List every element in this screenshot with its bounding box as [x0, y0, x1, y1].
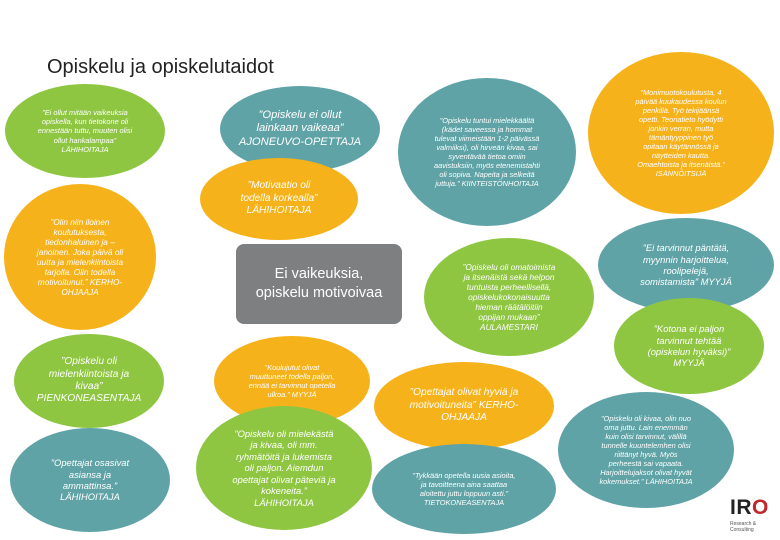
quote-bubble-lahihoitaja-tietokone: [5, 84, 165, 178]
quote-text: ”Opiskelu oli omatoimista ja itsenäistä sekä helpon tuntuista perheellisellä, opiskelukokonaisuutta hieman räätälöitiin oppijan mukaan” AULAMESTARI: [462, 261, 556, 333]
quote-text: ”Motivaatio oli todella korkealla” LÄHIHOITAJA: [240, 180, 318, 217]
summary-box: [236, 244, 402, 324]
quote-text: ”Opiskelu oli kivaa, olin nuo oma juttu. Lain enemmän kuin olisi tarvinnut, välillä tunnelle kuuntelemhen olisi riittänyt hyvä. Myös perheestä sai vapaata. Harjoittelujaksot olivat hyvät kokemukset.” LÄHIHOITAJA: [599, 413, 693, 487]
quote-text: ”Kotona ei paljon tarvinnut tehtää (opiskelun hyväksi)” MYYJÄ: [647, 323, 731, 369]
quote-text: ”Opiskelu ei ollut lainkaan vaikeaa” AJONEUVO-OPETTAJA: [238, 108, 362, 148]
quote-bubble-aulamestari: [424, 238, 594, 356]
quote-bubble-tietokoneasentaja: [372, 444, 556, 534]
quote-text: ”Olin niin iloinen koulutuksesta, tiedonhaluinen ja – janoinen. Joka päivä oli uutta ja mielenkiintoista tarjolla. Olin todella motivoitunut.” KERHO- OHJAAJA: [36, 216, 124, 298]
quote-bubble-lahihoitaja-mielekasta: [196, 406, 372, 530]
quote-text: ”Ei tarvinnut päntätä, myynnin harjoittelua, roolipelejä, somistamista” MYYJÄ: [640, 242, 732, 288]
quote-bubble-kerho-ohjaaja-iloinen: [4, 184, 156, 330]
quote-text: ”Opiskelu tuntui mielekkäältä (kädet saveessa ja hommat tulevat viimeistään 1-2 päivässä valmiiksi), oli hirveän kivaa, sai syventävää tietoa omiin aavistuksiin, myös etenemistahti oli sopiva. Napeita ja selkeitä juttuja.” KIINTEISTÖNHOITAJA: [434, 115, 540, 189]
quote-bubble-lahihoitaja-kivaa: [558, 392, 734, 508]
quote-text: ”Opettajat osasivat asiansa ja ammattinsa.” LÄHIHOITAJA: [50, 457, 130, 503]
quote-bubble-myyja-kotona: [614, 298, 764, 394]
quote-bubble-kerho-ohjaaja-opettajat: [374, 362, 554, 450]
quote-bubble-pienkoneasentaja: [14, 334, 164, 428]
quote-text: ”Tykkään opetella uusia asioita, ja tavoitteena aina saattaa aloitettu juttu loppuun asti.” TIETOKONEASENTAJA: [412, 470, 516, 508]
quote-text: ”Monimuotokoulutusta, 4 päivää kuukaudessa koulun penkillä. Työ tekijäänsä opetti. Teoriatieto hyödytti jonkin verran, mutta tämäntyyppinen työ opitaan käytännössä ja näytteiden kautta. Omaehtoista ja itsenäistä.” ISÄNNÖITSIJÄ: [635, 87, 727, 179]
quote-text: ”Ei ollut mitään vaikeuksia opiskella, kun tietokone oli ennestään tuttu, muuten olisi ollut hankalampaa” LÄHIHOITAJA: [37, 108, 133, 154]
quote-bubble-kiinteistonhoitaja: [398, 78, 576, 226]
quote-bubble-lahihoitaja-opettajat: [10, 428, 170, 532]
page-title: Opiskelu ja opiskelutaidot: [47, 56, 274, 78]
quote-text: ”Koulujutut olivat muuttuneet todella paljon, ennää ei tarvinnut opetella ulkoa.” MYYJÄ: [248, 362, 336, 400]
summary-text: Ei vaikeuksia, opiskelu motivoivaa: [255, 266, 383, 301]
quote-text: ”Opiskelu oli mielekästä ja kivaa, oli mm. ryhmätöitä ja lukemista oli paljon. Aiemdun opettajat olivat päteviä ja kokeneita.” LÄHIHOITAJA: [232, 427, 336, 508]
logo-mark: IRO: [730, 496, 769, 519]
quote-bubble-isannoitsija: [588, 52, 774, 214]
iro-logo: [730, 496, 774, 536]
logo-subtitle: Research & Consulting: [730, 521, 757, 533]
quote-text: ”Opettajat olivat hyviä ja motivoituneita” KERHO- OHJAAJA: [409, 387, 519, 424]
quote-bubble-lahihoitaja-motivaatio: [200, 158, 358, 240]
quote-text: ”Opiskelu oli mielenkiintoista ja kivaa” PIENKONEASENTAJA: [36, 356, 142, 405]
